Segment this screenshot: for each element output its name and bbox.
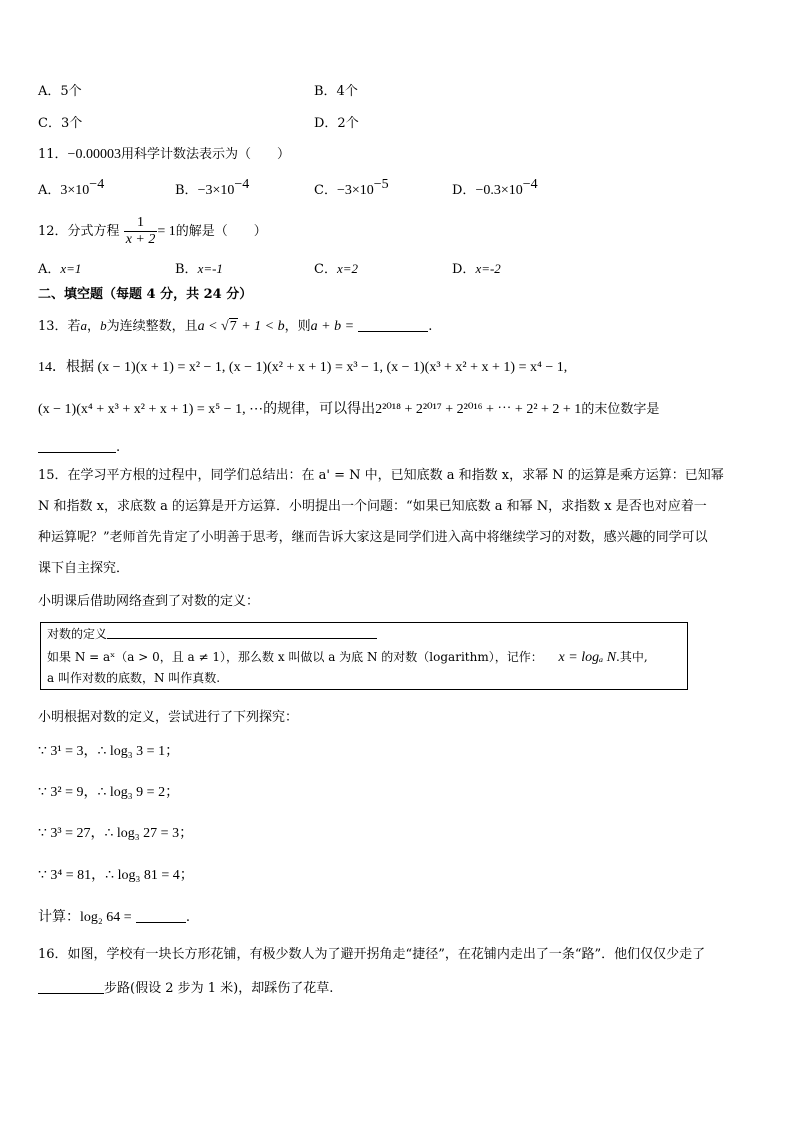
logarithm-definition-box xyxy=(40,622,688,690)
q15-example3: ∵ 3³ = 27，∴ log₃ 27 = 3； xyxy=(38,826,194,841)
q13-stem: 13．若a，b为连续整数，且a < √7 + 1 < b，则a + b = . xyxy=(38,318,433,334)
q15-example1: ∵ 3¹ = 3，∴ log₃ 3 = 1； xyxy=(38,744,180,759)
q14-line2: (x − 1)(x⁴ + x³ + x² + x + 1) = x⁵ − 1, ⋯的规律，可以得出2²⁰¹⁸ + 2²⁰¹⁷ + 2²⁰¹⁶ + ⋯ + 2² + 2 + 1的末位数字是 xyxy=(38,402,660,417)
q12-option-b: B．x=-1 xyxy=(175,261,223,277)
q11-stem: 11．−0.00003用科学计数法表示为（ ） xyxy=(38,147,290,162)
q14-line1: 14．根据 (x − 1)(x + 1) = x² − 1, (x − 1)(x² + x + 1) = x³ − 1, (x − 1)(x³ + x² + x + 1) = x⁴ − 1, xyxy=(38,360,568,375)
q12-option-c: C．x=2 xyxy=(314,261,358,277)
q10-option-a: A．5个 xyxy=(38,84,82,99)
q15-para5: 小明课后借助网络查到了对数的定义： xyxy=(38,594,260,609)
q10-option-c: C．3个 xyxy=(38,116,83,131)
definition-line2: a 叫作对数的底数，N 叫作真数. xyxy=(47,671,221,685)
section-title: 二、填空题（每题 4 分，共 24 分） xyxy=(38,287,253,302)
definition-title: 对数的定义 xyxy=(47,624,377,644)
q12-option-d: D．x=-2 xyxy=(452,261,501,277)
q15-para2: N 和指数 x，求底数 a 的运算是开方运算．小明提出一个问题：“如果已知底数 a 和幂 N，求指数 x 是否也对应着一 xyxy=(38,499,707,514)
q15-para6: 小明根据对数的定义，尝试进行了下列探究： xyxy=(38,710,299,725)
q10-option-b: B．4个 xyxy=(314,84,358,99)
q15-calc: 计算：log₂ 64 = . xyxy=(38,910,190,925)
q12-stem: 12．分式方程 $\frac{1}{x + 2}$ = 1的解是（ ） xyxy=(38,215,267,247)
q12-option-a: A．x=1 xyxy=(38,261,82,277)
q15-para4: 课下自主探究． xyxy=(38,561,130,576)
q15-example4: ∵ 3⁴ = 81，∴ log₃ 81 = 4； xyxy=(38,868,194,883)
q16-line1: 16．如图，学校有一块长方形花铺，有极少数人为了避开拐角走“捷径”，在花铺内走出了一条“路”．他们仅仅少走了 xyxy=(38,947,706,962)
q14-answer-line: . xyxy=(38,438,756,458)
q14-answer-blank[interactable] xyxy=(38,438,116,453)
q15-para1: 15．在学习平方根的过程中，同学们总结出：在 a' = N 中，已知底数 a 和指数 x，求幂 N 的运算是乘方运算：已知幂 xyxy=(38,468,724,483)
q16-answer-blank[interactable] xyxy=(38,979,104,994)
q11-option-c: C．$-3\times 10^{-5}$ xyxy=(314,177,389,198)
q12-fraction: $\frac{1}{x + 2}$ xyxy=(125,215,156,247)
q11-option-d: D．$-0.3\times 10^{-4}$ xyxy=(452,177,538,198)
q16-line2: 步路(假设 2 步为 1 米)，却踩伤了花草. xyxy=(38,979,756,999)
q11-option-a: A．$3\times 10^{-4}$ xyxy=(38,177,105,198)
q13-answer-blank[interactable] xyxy=(358,317,428,332)
definition-line1: 如果 N = aˣ（a > 0，且 a ≠ 1），那么数 x 叫做以 a 为底 N 的对数（logarithm），记作： x = logₐ N.其中, xyxy=(47,650,648,665)
q10-option-d: D．2个 xyxy=(314,116,359,131)
q15-example2: ∵ 3² = 9，∴ log₃ 9 = 2； xyxy=(38,785,180,800)
q15-para3: 种运算呢？”老师首先肯定了小明善于思考，继而告诉大家这是同学们进入高中将继续学习的对数，感兴趣的同学可以 xyxy=(38,530,708,545)
q15-answer-blank[interactable] xyxy=(136,908,186,923)
q11-option-b: B．$-3\times 10^{-4}$ xyxy=(175,177,250,198)
